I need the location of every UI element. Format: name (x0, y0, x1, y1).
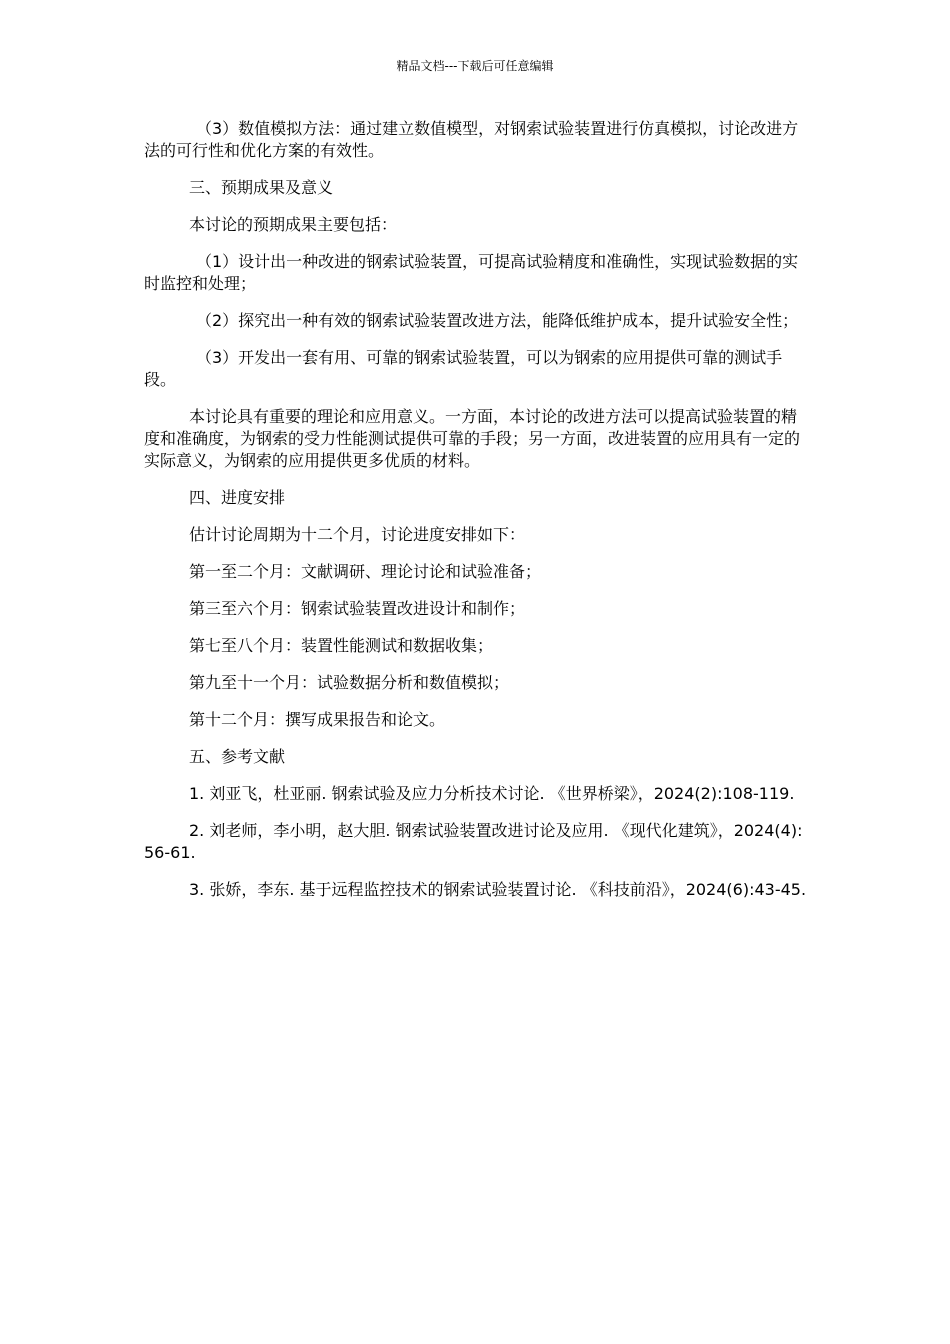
list-item: （1）设计出一种改进的钢索试验装置，可提高试验精度和准确性，实现试验数据的实时监控和处理； (144, 252, 799, 293)
paragraph-significance: 本讨论具有重要的理论和应用意义。一方面，本讨论的改进方法可以提高试验装置的精度和准确度，为钢索的受力性能测试提供可靠的手段；另一方面，改进装置的应用具有一定的实际意义，为钢索的应用提供更多优质的材料。 (144, 407, 801, 470)
list-item: （2）探究出一种有效的钢索试验装置改进方法，能降低维护成本，提升试验安全性； (196, 311, 799, 330)
document-body (144, 118, 809, 916)
paragraph: 本讨论的预期成果主要包括： (189, 215, 398, 234)
reference-item: 2. 刘老师，李小明，赵大胆. 钢索试验装置改进讨论及应用. 《现代化建筑》，2024(4):56-61. (144, 821, 803, 862)
schedule-item: 第一至二个月：文献调研、理论讨论和试验准备； (189, 562, 542, 581)
section-heading-schedule: 四、进度安排 (189, 488, 286, 507)
reference-item: 1. 刘亚飞，杜亚丽. 钢索试验及应力分析技术讨论. 《世界桥梁》，2024(2):108-119. (189, 784, 795, 803)
schedule-item: 第九至十一个月：试验数据分析和数值模拟； (189, 673, 510, 692)
section-heading-references: 五、参考文献 (189, 747, 286, 766)
schedule-item: 第七至八个月：装置性能测试和数据收集； (189, 636, 494, 655)
schedule-item: 第三至六个月：钢索试验装置改进设计和制作； (189, 599, 526, 618)
paragraph: 估计讨论周期为十二个月，讨论进度安排如下： (189, 525, 526, 544)
section-heading-expected-results: 三、预期成果及意义 (189, 178, 334, 197)
schedule-item: 第十二个月：撰写成果报告和论文。 (189, 710, 446, 729)
page-header: 精品文档---下载后可任意编辑 (396, 59, 554, 73)
list-item: （3）开发出一套有用、可靠的钢索试验装置，可以为钢索的应用提供可靠的测试手段。 (144, 348, 783, 389)
paragraph-method-3: （3）数值模拟方法：通过建立数值模型，对钢索试验装置进行仿真模拟，讨论改进方法的可行性和优化方案的有效性。 (144, 119, 799, 160)
reference-item: 3. 张娇，李东. 基于远程监控技术的钢索试验装置讨论. 《科技前沿》，2024(6):43-45. (189, 880, 807, 899)
